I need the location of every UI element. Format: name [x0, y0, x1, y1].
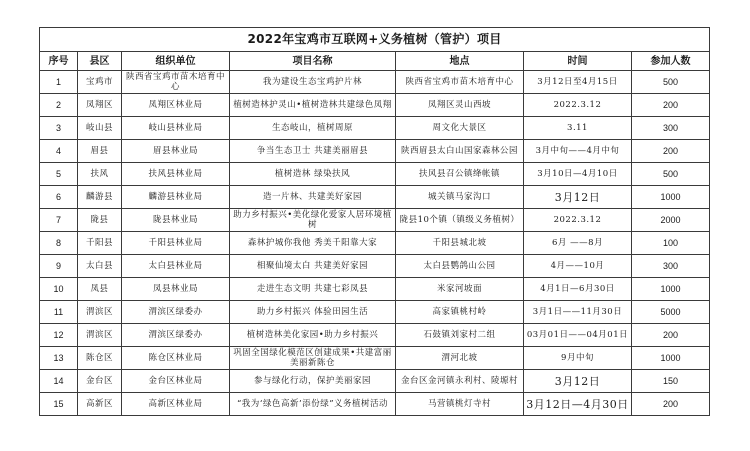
- cell-count: 2000: [632, 209, 710, 232]
- cell-place: 石鼓镇刘家村二组: [396, 324, 524, 347]
- cell-no: 14: [40, 370, 78, 393]
- table-row: [40, 186, 710, 209]
- cell-no: 1: [40, 71, 78, 94]
- cell-county: 凤县: [78, 278, 122, 301]
- cell-project: 走进生态文明 共建七彩凤县: [230, 278, 396, 301]
- cell-count: 5000: [632, 301, 710, 324]
- table-row: [40, 324, 710, 347]
- table-row: [40, 278, 710, 301]
- cell-org: 扶风县林业局: [122, 163, 230, 186]
- cell-project: 助力乡村振兴•美化绿化爱家人居环境植树: [230, 209, 396, 232]
- cell-place: 高家镇桃村岭: [396, 301, 524, 324]
- header-row: [40, 52, 710, 71]
- table-row: [40, 71, 710, 94]
- cell-time: 3月1日——11月30日: [524, 301, 632, 324]
- cell-project: 相聚仙境太白 共建美好家园: [230, 255, 396, 278]
- header-county: 县区: [78, 52, 122, 71]
- cell-time: 3月12日至4月15日: [524, 71, 632, 94]
- cell-place: 扶风县召公镇绛帐镇: [396, 163, 524, 186]
- cell-place: 凤翔区灵山西坡: [396, 94, 524, 117]
- cell-count: 150: [632, 370, 710, 393]
- cell-county: 金台区: [78, 370, 122, 393]
- cell-project: 助力乡村振兴 体验田园生活: [230, 301, 396, 324]
- cell-org: 陇县林业局: [122, 209, 230, 232]
- cell-county: 宝鸡市: [78, 71, 122, 94]
- cell-org: 渭滨区绿委办: [122, 324, 230, 347]
- cell-place: 渭河北坡: [396, 347, 524, 370]
- cell-count: 100: [632, 232, 710, 255]
- cell-org: 太白县林业局: [122, 255, 230, 278]
- cell-no: 13: [40, 347, 78, 370]
- table-row: [40, 209, 710, 232]
- cell-project: 造一片林、共建美好家园: [230, 186, 396, 209]
- cell-no: 8: [40, 232, 78, 255]
- cell-count: 1000: [632, 347, 710, 370]
- cell-org: 眉县林业局: [122, 140, 230, 163]
- cell-time: 3.11: [524, 117, 632, 140]
- table-row: [40, 370, 710, 393]
- table-row: [40, 232, 710, 255]
- cell-county: 太白县: [78, 255, 122, 278]
- cell-time: 3月10日—4月10日: [524, 163, 632, 186]
- project-table: [39, 27, 710, 416]
- cell-time: 3月12日—4月30日: [524, 393, 632, 416]
- cell-project: 森林护城你我他 秀美千阳靠大家: [230, 232, 396, 255]
- cell-count: 500: [632, 163, 710, 186]
- cell-county: 渭滨区: [78, 324, 122, 347]
- cell-org: 金台区林业局: [122, 370, 230, 393]
- header-project: 项目名称: [230, 52, 396, 71]
- cell-count: 300: [632, 255, 710, 278]
- header-no: 序号: [40, 52, 78, 71]
- table-row: [40, 140, 710, 163]
- cell-no: 9: [40, 255, 78, 278]
- cell-project: 植树造林美化家园•助力乡村振兴: [230, 324, 396, 347]
- header-org: 组织单位: [122, 52, 230, 71]
- cell-org: 渭滨区绿委办: [122, 301, 230, 324]
- cell-no: 12: [40, 324, 78, 347]
- cell-no: 10: [40, 278, 78, 301]
- cell-county: 岐山县: [78, 117, 122, 140]
- cell-county: 高新区: [78, 393, 122, 416]
- header-count: 参加人数: [632, 52, 710, 71]
- cell-project: 我为建设生态宝鸡护片林: [230, 71, 396, 94]
- cell-county: 扶风: [78, 163, 122, 186]
- cell-place: 金台区金河镇永利村、陵塬村: [396, 370, 524, 393]
- cell-place: 周文化大景区: [396, 117, 524, 140]
- table-row: [40, 255, 710, 278]
- cell-count: 200: [632, 140, 710, 163]
- cell-org: 岐山县林业局: [122, 117, 230, 140]
- table-row: [40, 163, 710, 186]
- cell-place: 陕西眉县太白山国家森林公园: [396, 140, 524, 163]
- cell-time: 9月中旬: [524, 347, 632, 370]
- cell-org: 陈仓区林业局: [122, 347, 230, 370]
- table-row: [40, 94, 710, 117]
- cell-no: 15: [40, 393, 78, 416]
- cell-place: 马营镇桃灯寺村: [396, 393, 524, 416]
- cell-org: 凤翔区林业局: [122, 94, 230, 117]
- cell-county: 渭滨区: [78, 301, 122, 324]
- cell-project: 争当生态卫士 共建美丽眉县: [230, 140, 396, 163]
- cell-place: 千阳县城北坡: [396, 232, 524, 255]
- cell-project: 巩固全国绿化模范区创建成果•共建富丽美丽新陈仓: [230, 347, 396, 370]
- cell-time: 3月中旬——4月中旬: [524, 140, 632, 163]
- header-time: 时间: [524, 52, 632, 71]
- cell-count: 1000: [632, 186, 710, 209]
- cell-time: 4月——10月: [524, 255, 632, 278]
- cell-count: 300: [632, 117, 710, 140]
- cell-place: 太白县鹦鸽山公园: [396, 255, 524, 278]
- cell-time: 6月 ——8月: [524, 232, 632, 255]
- cell-time: 4月1日—6月30日: [524, 278, 632, 301]
- cell-no: 11: [40, 301, 78, 324]
- cell-county: 千阳县: [78, 232, 122, 255]
- table-row: [40, 117, 710, 140]
- table-row: [40, 393, 710, 416]
- cell-time: 2022.3.12: [524, 94, 632, 117]
- cell-time: 3月12日: [524, 370, 632, 393]
- cell-place: 陇县10个镇（镇级义务植树）: [396, 209, 524, 232]
- table-row: [40, 347, 710, 370]
- cell-count: 200: [632, 393, 710, 416]
- cell-count: 200: [632, 94, 710, 117]
- cell-no: 4: [40, 140, 78, 163]
- cell-county: 凤翔区: [78, 94, 122, 117]
- cell-project: 参与绿化行动，保护美丽家园: [230, 370, 396, 393]
- cell-org: 凤县林业局: [122, 278, 230, 301]
- cell-place: 米家河坡面: [396, 278, 524, 301]
- table-row: [40, 301, 710, 324]
- cell-org: 千阳县林业局: [122, 232, 230, 255]
- cell-place: 陕西省宝鸡市苗木培育中心: [396, 71, 524, 94]
- cell-count: 1000: [632, 278, 710, 301]
- cell-project: 植树造林 绿染扶风: [230, 163, 396, 186]
- cell-count: 500: [632, 71, 710, 94]
- cell-org: 高新区林业局: [122, 393, 230, 416]
- cell-project: “我为‘绿色高新’添份绿”义务植树活动: [230, 393, 396, 416]
- cell-time: 3月12日: [524, 186, 632, 209]
- cell-no: 5: [40, 163, 78, 186]
- cell-no: 6: [40, 186, 78, 209]
- cell-county: 陇县: [78, 209, 122, 232]
- cell-org: 麟游县林业局: [122, 186, 230, 209]
- document-page: [39, 27, 709, 416]
- header-place: 地点: [396, 52, 524, 71]
- cell-no: 7: [40, 209, 78, 232]
- cell-no: 3: [40, 117, 78, 140]
- cell-no: 2: [40, 94, 78, 117]
- cell-county: 陈仓区: [78, 347, 122, 370]
- cell-county: 麟游县: [78, 186, 122, 209]
- cell-org: 陕西省宝鸡市苗木培育中心: [122, 71, 230, 94]
- table-title: 2022年宝鸡市互联网+义务植树（管护）项目: [40, 28, 710, 52]
- cell-place: 城关镇马家沟口: [396, 186, 524, 209]
- cell-project: 生态岐山，植树周原: [230, 117, 396, 140]
- cell-project: 植树造林护灵山•植树造林共建绿色凤翔: [230, 94, 396, 117]
- cell-count: 200: [632, 324, 710, 347]
- cell-time: 03月01日——04月01日: [524, 324, 632, 347]
- cell-time: 2022.3.12: [524, 209, 632, 232]
- cell-county: 眉县: [78, 140, 122, 163]
